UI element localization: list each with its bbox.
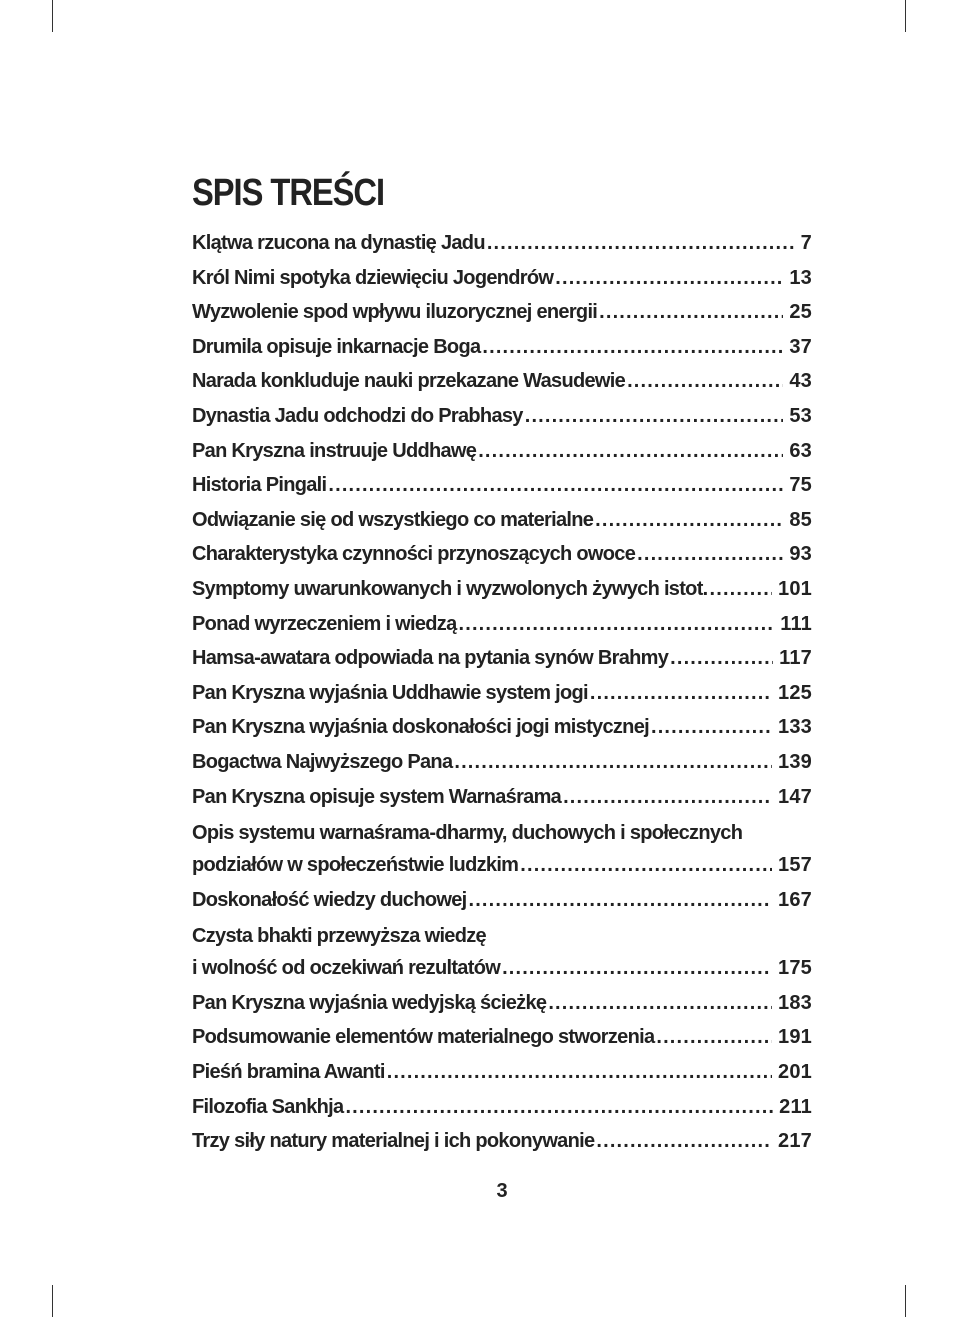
toc-entry-line2 bbox=[192, 848, 812, 883]
toc-entry-title: i wolność od oczekiwań rezultatów bbox=[192, 957, 501, 980]
crop-mark-bottom-right bbox=[905, 1285, 906, 1317]
dot-leader bbox=[478, 434, 783, 469]
toc-entry-title: Ponad wyrzeczeniem i wiedzą bbox=[192, 612, 457, 635]
toc-entry[interactable] bbox=[192, 1020, 812, 1055]
toc-entry-title: Doskonałość wiedzy duchowej bbox=[192, 888, 467, 911]
toc-entry-page: 53 bbox=[789, 404, 812, 427]
dot-leader bbox=[487, 226, 795, 261]
toc-entry[interactable] bbox=[192, 226, 812, 261]
dot-leader bbox=[454, 745, 772, 780]
toc-entry-title: Pan Kryszna wyjaśnia doskonałości jogi mistycznej bbox=[192, 716, 649, 739]
toc-entry[interactable] bbox=[192, 295, 812, 330]
toc-entry[interactable] bbox=[192, 330, 812, 365]
dot-leader bbox=[670, 641, 773, 676]
toc-entry-title: Odwiązanie się od wszystkiego co materialne bbox=[192, 508, 594, 531]
dot-leader bbox=[548, 986, 772, 1021]
toc-entry[interactable] bbox=[192, 468, 812, 503]
toc-entry[interactable] bbox=[192, 710, 812, 745]
toc-entry-title: Pan Kryszna wyjaśnia wedyjską ścieżkę bbox=[192, 991, 547, 1014]
toc-entry-page: 217 bbox=[778, 1130, 812, 1153]
toc-entry[interactable] bbox=[192, 1090, 812, 1125]
toc-entry-title-line1: Opis systemu warnaśrama-dharmy, duchowych i społecznych bbox=[192, 822, 743, 845]
toc-entry-title: Pan Kryszna opisuje system Warnaśrama bbox=[192, 785, 562, 808]
toc-entry[interactable] bbox=[192, 434, 812, 469]
page-title: SPIS TREŚCI bbox=[192, 172, 385, 214]
toc-entry-page: 167 bbox=[778, 888, 812, 911]
crop-mark-bottom-left bbox=[52, 1285, 53, 1317]
dot-leader bbox=[656, 1020, 772, 1055]
toc-entry-page: 101 bbox=[778, 577, 812, 600]
toc-entry[interactable] bbox=[192, 676, 812, 711]
toc-entry[interactable] bbox=[192, 503, 812, 538]
dot-leader bbox=[563, 780, 772, 815]
dot-leader bbox=[387, 1055, 772, 1090]
toc-entry-title: Bogactwa Najwyższego Pana bbox=[192, 750, 453, 773]
dot-leader bbox=[555, 261, 783, 296]
toc-entry[interactable] bbox=[192, 883, 812, 918]
page-number: 3 bbox=[496, 1180, 508, 1202]
dot-leader bbox=[599, 295, 783, 330]
toc-entry-page: 111 bbox=[780, 612, 812, 635]
toc-entry[interactable] bbox=[192, 745, 812, 780]
toc-entry-page: 63 bbox=[789, 439, 812, 462]
crop-mark-top-left bbox=[52, 0, 53, 32]
toc-entry-page: 175 bbox=[778, 957, 812, 980]
toc-entry-title: Pan Kryszna instruuje Uddhawę bbox=[192, 439, 477, 462]
toc-entry[interactable] bbox=[192, 1124, 812, 1159]
dot-leader bbox=[525, 399, 784, 434]
toc-entry-title: Narada konkluduje nauki przekazane Wasudewie bbox=[192, 370, 626, 393]
toc-entry-multiline[interactable] bbox=[192, 917, 812, 986]
toc-entry-title: Charakterystyka czynności przynoszących owoce bbox=[192, 543, 636, 566]
toc-entry-title: Trzy siły natury materialnej i ich pokonywanie bbox=[192, 1130, 595, 1153]
toc-entry-page: 211 bbox=[779, 1095, 812, 1118]
dot-leader bbox=[590, 676, 772, 711]
dot-leader bbox=[459, 607, 775, 642]
toc-entry-title: podziałów w społeczeństwie ludzkim bbox=[192, 854, 519, 877]
toc-entry[interactable] bbox=[192, 607, 812, 642]
toc-entry-page: 85 bbox=[789, 508, 812, 531]
toc-entry-page: 13 bbox=[789, 266, 812, 289]
toc-entry-title: Podsumowanie elementów materialnego stworzenia bbox=[192, 1026, 655, 1049]
toc-entry-title: Historia Pingali bbox=[192, 474, 327, 497]
toc-entry-page: 191 bbox=[778, 1026, 812, 1049]
toc-entry[interactable] bbox=[192, 986, 812, 1021]
dot-leader bbox=[502, 951, 772, 986]
crop-mark-top-right bbox=[905, 0, 906, 32]
toc-entry[interactable] bbox=[192, 537, 812, 572]
toc-entry[interactable] bbox=[192, 572, 812, 607]
toc-entry[interactable] bbox=[192, 364, 812, 399]
toc-entry-title-line1: Czysta bhakti przewyższa wiedzę bbox=[192, 925, 486, 948]
toc-entry-page: 25 bbox=[789, 301, 812, 324]
dot-leader bbox=[328, 468, 783, 503]
dot-leader bbox=[595, 503, 783, 538]
toc-entry[interactable] bbox=[192, 641, 812, 676]
dot-leader bbox=[469, 883, 773, 918]
dot-leader bbox=[710, 572, 772, 607]
toc-entry-page: 117 bbox=[779, 647, 812, 670]
toc-entry[interactable] bbox=[192, 399, 812, 434]
toc-entry-page: 139 bbox=[778, 750, 812, 773]
toc-entry-page: 75 bbox=[789, 474, 812, 497]
dot-leader bbox=[627, 364, 783, 399]
toc-entry-multiline[interactable] bbox=[192, 814, 812, 883]
dot-leader bbox=[637, 537, 783, 572]
dot-leader bbox=[520, 848, 772, 883]
toc-entry-page: 43 bbox=[789, 370, 812, 393]
toc-entry-line2 bbox=[192, 951, 812, 986]
toc-entry-title: Klątwa rzucona na dynastię Jadu bbox=[192, 232, 485, 254]
toc-entry-page: 37 bbox=[789, 335, 812, 358]
dot-leader bbox=[345, 1090, 773, 1125]
dot-leader bbox=[596, 1124, 772, 1159]
toc-entry-title: Hamsa-awatara odpowiada na pytania synów Brahmy bbox=[192, 647, 669, 670]
toc-entry-page: 125 bbox=[778, 681, 812, 704]
toc-entry-title: Pieśń bramina Awanti bbox=[192, 1061, 385, 1084]
toc-entry-page: 183 bbox=[778, 991, 812, 1014]
toc-entry[interactable] bbox=[192, 261, 812, 296]
toc-entry[interactable] bbox=[192, 1055, 812, 1090]
dot-leader bbox=[651, 710, 772, 745]
toc-entry-title: Król Nimi spotyka dziewięciu Jogendrów bbox=[192, 266, 554, 289]
toc-entry-title: Filozofia Sankhja bbox=[192, 1095, 344, 1118]
toc-entry-title: Dynastia Jadu odchodzi do Prabhasy bbox=[192, 404, 523, 427]
toc-entry-page: 201 bbox=[778, 1061, 812, 1084]
toc-entry-title: Symptomy uwarunkowanych i wyzwolonych żywych istot. bbox=[192, 577, 708, 600]
toc-entry-page: 7 bbox=[800, 232, 812, 254]
toc-entry-title: Wyzwolenie spod wpływu iluzorycznej energii bbox=[192, 301, 598, 324]
toc-entry-page: 133 bbox=[778, 716, 812, 739]
toc-entry-page: 157 bbox=[778, 854, 812, 877]
toc-entry[interactable] bbox=[192, 780, 812, 815]
dot-leader bbox=[482, 330, 783, 365]
toc-entry-page: 93 bbox=[789, 543, 812, 566]
toc-entry-title: Drumila opisuje inkarnacje Boga bbox=[192, 335, 481, 358]
toc-entry-page: 147 bbox=[778, 785, 812, 808]
toc-entry-title: Pan Kryszna wyjaśnia Uddhawie system jogi bbox=[192, 681, 588, 704]
table-of-contents bbox=[192, 226, 812, 1159]
